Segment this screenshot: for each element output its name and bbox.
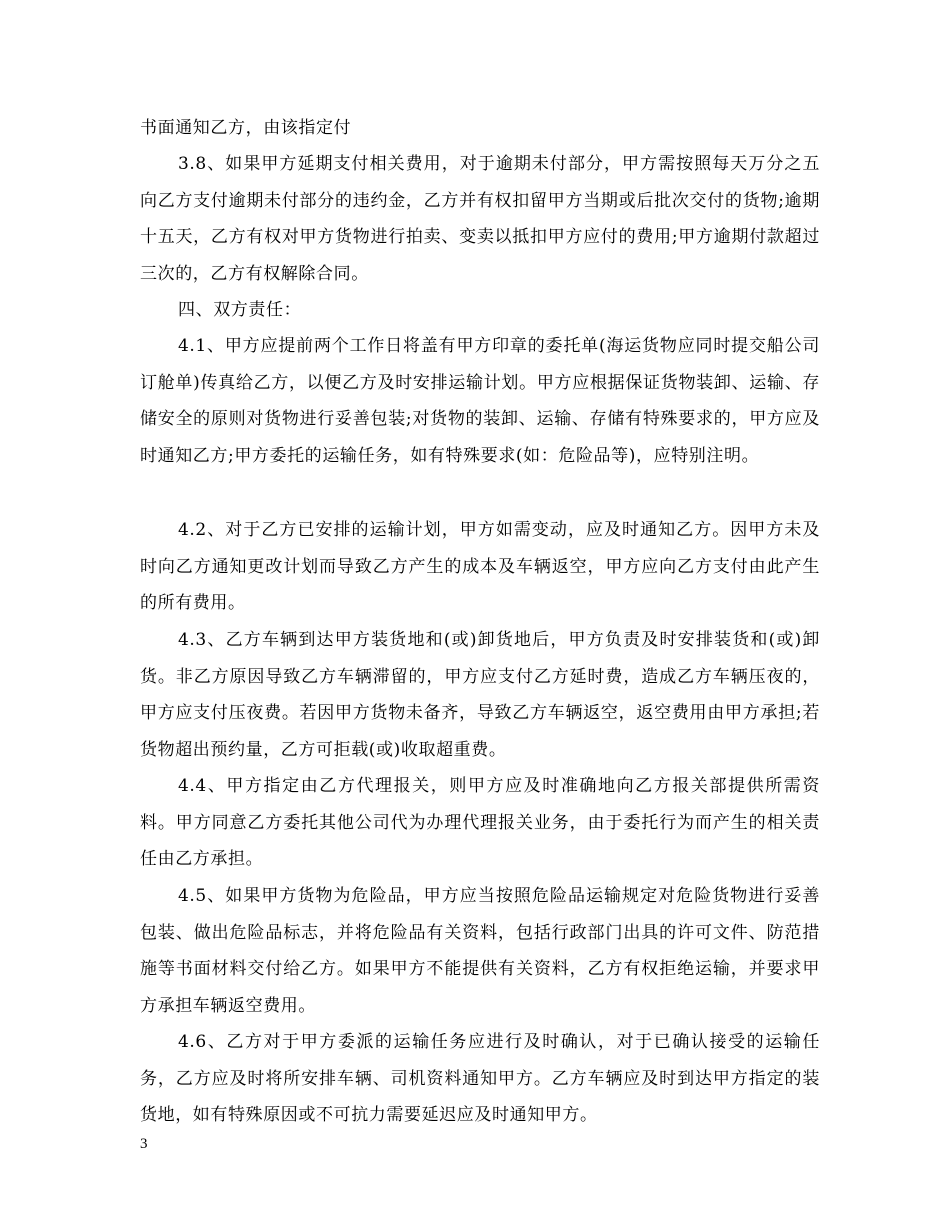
paragraph-4-5: 4.5、如果甲方货物为危险品，甲方应当按照危险品运输规定对危险货物进行妥善包装、做出危险品标志，并将危险品有关资料，包括行政部门出具的许可文件、防范措施等书面材料交付给乙方。如果甲方不能提供有关资料，乙方有权拒绝运输，并要求甲方承担车辆返空费用。 — [140, 886, 820, 1016]
paragraph-4-2: 4.2、对于乙方已安排的运输计划，甲方如需变动，应及时通知乙方。因甲方未及时向乙方通知更改计划而导致乙方产生的成本及车辆返空，甲方应向乙方支付由此产生的所有费用。 — [140, 520, 820, 614]
paragraph-4-1: 4.1、甲方应提前两个工作日将盖有甲方印章的委托单(海运货物应同时提交船公司订舱单)传真给乙方，以便乙方及时安排运输计划。甲方应根据保证货物装卸、运输、存储安全的原则对货物进行妥善包装;对货物的装卸、运输、存储有特殊要求的，甲方应及时通知乙方;甲方委托的运输任务，如有特殊要求(如：危险品等)，应特别注明。 — [140, 336, 820, 466]
paragraph-4-6: 4.6、乙方对于甲方委派的运输任务应进行及时确认，对于已确认接受的运输任务，乙方应及时将所安排车辆、司机资料通知甲方。乙方车辆应及时到达甲方指定的装货地，如有特殊原因或不可抗力需要延迟应及时通知甲方。 — [140, 1032, 820, 1126]
paragraph-3-8: 3.8、如果甲方延期支付相关费用，对于逾期未付部分，甲方需按照每天万分之五向乙方支付逾期未付部分的违约金，乙方并有权扣留甲方当期或后批次交付的货物;逾期十五天，乙方有权对甲方货物进行拍卖、变卖以抵扣甲方应付的费用;甲方逾期付款超过三次的，乙方有权解除合同。 — [140, 154, 820, 284]
section-heading-responsibilities: 四、双方责任： — [178, 300, 302, 320]
page-number: 3 — [140, 1136, 148, 1152]
paragraph-continuation: 书面通知乙方，由该指定付 — [140, 118, 352, 138]
paragraph-4-3: 4.3、乙方车辆到达甲方装货地和(或)卸货地后，甲方负责及时安排装货和(或)卸货。非乙方原因导致乙方车辆滞留的，甲方应支付乙方延时费，造成乙方车辆压夜的，甲方应支付压夜费。若因甲方货物未备齐，导致乙方车辆返空，返空费用由甲方承担;若货物超出预约量，乙方可拒载(或)收取超重费。 — [140, 630, 820, 760]
paragraph-4-4: 4.4、甲方指定由乙方代理报关，则甲方应及时准确地向乙方报关部提供所需资料。甲方同意乙方委托其他公司代为办理代理报关业务，由于委托行为而产生的相关责任由乙方承担。 — [140, 776, 820, 870]
